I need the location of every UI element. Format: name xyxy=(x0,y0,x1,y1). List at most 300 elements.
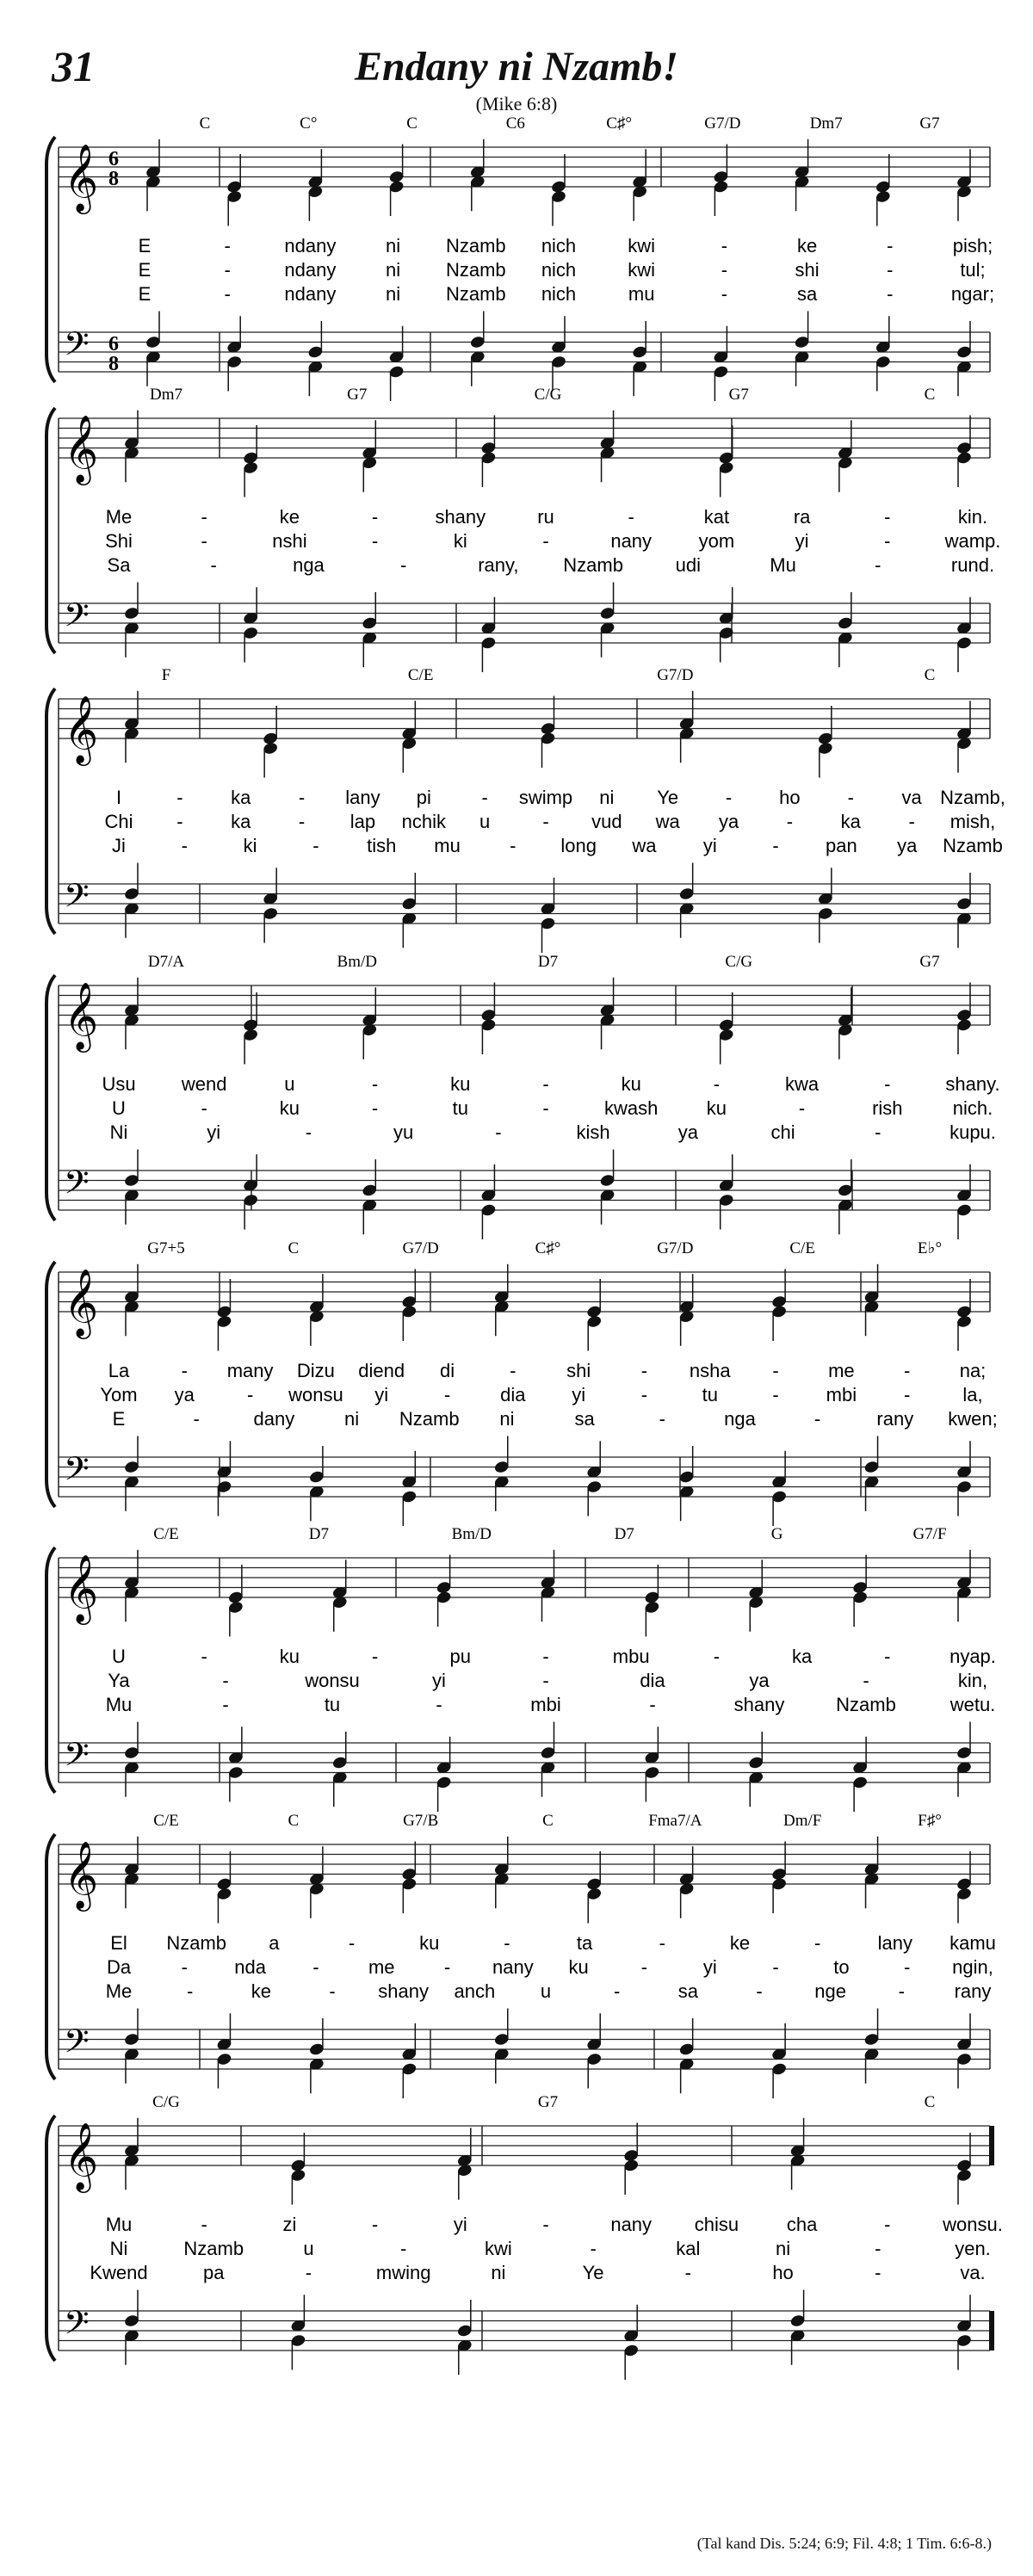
lyric-syllable: - xyxy=(813,1932,821,1954)
bass-clef: 𝄢 xyxy=(64,2022,90,2068)
lyric-syllable: a xyxy=(269,1932,280,1954)
lyric-syllable: - xyxy=(181,1360,188,1381)
lyric-syllable: - xyxy=(884,530,891,552)
system-4 xyxy=(46,953,1000,1239)
chord-symbol: D7 xyxy=(614,1525,634,1543)
lyric-syllable: kamu xyxy=(949,1932,996,1954)
lyric-syllable: rany xyxy=(954,1980,992,2002)
lyric-syllable: na; xyxy=(959,1360,987,1381)
lyric-syllable: ku xyxy=(450,1073,471,1095)
lyric-syllable: to xyxy=(833,1956,850,1978)
lyric-syllable: me xyxy=(368,1956,395,1978)
system-2 xyxy=(46,386,1000,672)
chord-symbol: C/E xyxy=(153,1812,179,1830)
lyric-syllable: - xyxy=(312,1956,319,1978)
lyric-syllable: - xyxy=(371,530,379,552)
lyric-syllable: swimp xyxy=(518,787,573,808)
chord-symbol: C6 xyxy=(505,114,525,133)
lyric-syllable: - xyxy=(201,1097,207,1119)
chord-symbol: Bm/D xyxy=(337,953,377,971)
lyric-syllable: ya xyxy=(749,1670,770,1691)
lyric-syllable: ni xyxy=(499,1408,515,1430)
lyric-syllable: - xyxy=(813,1408,821,1430)
lyric-syllable: - xyxy=(725,787,733,808)
lyric-syllable: - xyxy=(798,1097,806,1119)
lyric-syllable: kwi xyxy=(484,2238,512,2259)
lyric-syllable: ho xyxy=(772,2262,794,2283)
lyric-syllable: - xyxy=(875,554,881,576)
chord-symbol: D7/A xyxy=(147,953,185,971)
final-barline xyxy=(989,2311,994,2351)
lyric-syllable: ku xyxy=(419,1932,440,1954)
lyric-syllable: - xyxy=(875,2262,881,2283)
lyric-syllable: di xyxy=(439,1360,455,1381)
lyric-syllable: wa xyxy=(655,811,680,832)
lyric-syllable: ta xyxy=(576,1932,593,1954)
system-bracket xyxy=(46,408,55,653)
lyric-syllable: Me xyxy=(105,1980,133,2002)
chord-symbol: C/E xyxy=(153,1525,179,1543)
lyric-syllable: - xyxy=(884,2214,891,2235)
lyric-syllable: Me xyxy=(105,506,133,528)
chord-symbol: E♭° xyxy=(917,1239,943,1257)
lyric-syllable: yi xyxy=(207,1121,221,1143)
lyric-syllable: Mu xyxy=(105,1694,133,1715)
lyric-syllable: - xyxy=(542,1097,549,1119)
lyric-syllable: - xyxy=(210,554,217,576)
lyric-syllable: shany xyxy=(435,506,486,528)
lyric-syllable: - xyxy=(443,1384,451,1405)
treble-clef: 𝄞 xyxy=(64,695,99,763)
chord-symbol: G7 xyxy=(347,386,368,404)
treble-clef: 𝄞 xyxy=(64,1841,99,1909)
lyric-syllable: - xyxy=(371,1073,379,1095)
lyric-syllable: Mu xyxy=(770,554,796,576)
lyric-syllable: lany xyxy=(345,787,380,808)
chord-symbol: D7 xyxy=(537,953,559,971)
lyric-syllable: rish xyxy=(872,1097,903,1119)
lyric-syllable: E xyxy=(112,1408,126,1430)
lyric-syllable: - xyxy=(371,2214,379,2235)
lyric-syllable: ho xyxy=(779,787,801,808)
lyric-syllable: Nzamb xyxy=(183,2238,244,2259)
lyric-syllable: pan xyxy=(826,835,857,856)
treble-time-denominator: 8 xyxy=(108,168,119,190)
chord-symbol: C xyxy=(542,1812,554,1830)
system-bracket xyxy=(46,2116,55,2361)
lyric-syllable: nany xyxy=(610,530,653,552)
lyric-syllable: - xyxy=(640,1360,648,1381)
lyric-syllable: Yom xyxy=(100,1384,138,1405)
treble-clef: 𝄞 xyxy=(64,2122,99,2190)
lyric-syllable: many xyxy=(226,1360,274,1381)
lyric-syllable: vud xyxy=(591,811,622,832)
bass-clef: 𝄢 xyxy=(64,2303,90,2350)
lyric-syllable: dia xyxy=(640,1670,665,1691)
lyric-syllable: va. xyxy=(960,2262,986,2283)
lyric-syllable: mbi xyxy=(826,1384,857,1405)
lyric-syllable: nga xyxy=(293,554,325,576)
lyric-syllable: u xyxy=(303,2238,314,2259)
lyric-syllable: Nzamb xyxy=(445,259,506,281)
system-3 xyxy=(46,666,1005,953)
lyric-syllable: long xyxy=(560,835,597,856)
lyric-syllable: Ya xyxy=(108,1670,130,1691)
lyric-syllable: yi xyxy=(572,1384,586,1405)
lyric-syllable: - xyxy=(659,1408,665,1430)
treble-clef: 𝄞 xyxy=(64,415,99,483)
lyric-syllable: nany xyxy=(492,1956,534,1978)
chord-symbol: C♯° xyxy=(535,1239,561,1257)
lyric-syllable: - xyxy=(640,1384,648,1405)
lyric-syllable: wend xyxy=(181,1073,227,1095)
lyric-syllable: sa xyxy=(574,1408,595,1430)
lyric-syllable: - xyxy=(884,1073,891,1095)
chord-symbol: C/G xyxy=(725,953,753,971)
lyric-syllable: yi xyxy=(795,530,809,552)
lyric-syllable: cha xyxy=(786,2214,818,2235)
lyric-syllable: ki xyxy=(243,835,257,856)
lyric-syllable: La xyxy=(108,1360,130,1381)
chord-symbol: C/G xyxy=(152,2093,180,2111)
lyric-syllable: u xyxy=(479,811,491,832)
bass-clef: 𝄢 xyxy=(64,596,90,642)
lyric-syllable: - xyxy=(298,787,306,808)
lyric-syllable: lany xyxy=(877,1932,912,1954)
lyric-syllable: nyap. xyxy=(949,1646,996,1667)
lyric-syllable: nany xyxy=(610,2214,653,2235)
lyric-syllable: ka xyxy=(231,811,251,832)
lyric-syllable: shany. xyxy=(945,1073,1000,1095)
lyric-syllable: Da xyxy=(106,1956,132,1978)
lyric-syllable: - xyxy=(201,1646,207,1667)
lyric-syllable: - xyxy=(713,1073,721,1095)
lyric-syllable: nich. xyxy=(952,1097,993,1119)
system-6 xyxy=(46,1525,996,1812)
lyric-syllable: dany xyxy=(253,1408,295,1430)
lyric-syllable: - xyxy=(305,1121,312,1143)
system-1 xyxy=(46,114,994,401)
lyric-syllable: yi xyxy=(702,835,717,856)
lyric-syllable: Ye xyxy=(657,787,679,808)
lyric-syllable: ka xyxy=(840,811,861,832)
lyric-syllable: ku xyxy=(568,1956,589,1978)
chord-symbol: D7 xyxy=(308,1525,330,1543)
lyric-syllable: Chi xyxy=(104,811,133,832)
lyric-syllable: Ni xyxy=(109,1121,128,1143)
lyric-syllable: diend xyxy=(358,1360,405,1381)
lyric-syllable: ya xyxy=(897,835,918,856)
lyric-syllable: dia xyxy=(500,1384,526,1405)
lyric-syllable: - xyxy=(176,811,183,832)
chord-symbol: C xyxy=(199,114,211,133)
lyric-syllable: - xyxy=(904,1360,911,1381)
lyric-syllable: tu xyxy=(702,1384,718,1405)
lyric-syllable: - xyxy=(898,1980,905,2002)
lyric-syllable: mwing xyxy=(375,2262,431,2283)
system-bracket xyxy=(46,1834,55,2079)
treble-clef: 𝄞 xyxy=(64,144,99,212)
lyric-syllable: - xyxy=(222,1670,229,1691)
lyric-syllable: - xyxy=(187,1980,194,2002)
system-bracket xyxy=(46,975,55,1220)
lyric-syllable: - xyxy=(904,1956,911,1978)
lyric-syllable: ku xyxy=(279,1646,300,1667)
lyric-syllable: U xyxy=(112,1646,126,1667)
lyric-syllable: tul; xyxy=(960,259,986,281)
lyric-syllable: Usu xyxy=(102,1073,136,1095)
chord-symbol: G7/F xyxy=(912,1525,947,1543)
footer-references: (Tal kand Dis. 5:24; 6:9; Fil. 4:8; 1 Tim. 6:6-8.) xyxy=(696,2535,992,2552)
lyric-syllable: - xyxy=(371,506,379,528)
lyric-syllable: mbu xyxy=(612,1646,650,1667)
lyric-syllable: kal xyxy=(676,2238,701,2259)
lyric-syllable: - xyxy=(246,1384,254,1405)
lyric-syllable: - xyxy=(884,1646,891,1667)
lyric-syllable: u xyxy=(284,1073,295,1095)
chord-symbol: F xyxy=(161,666,171,684)
chord-symbol: F♯° xyxy=(918,1812,942,1830)
lyric-syllable: Ji xyxy=(112,835,126,856)
lyric-syllable: rund. xyxy=(950,554,995,576)
system-bracket xyxy=(46,137,55,382)
chord-symbol: C/G xyxy=(534,386,562,404)
lyric-syllable: sa xyxy=(677,1980,698,2002)
lyric-syllable: - xyxy=(649,1694,656,1715)
lyric-syllable: me xyxy=(828,1360,855,1381)
lyric-syllable: ni xyxy=(775,2238,791,2259)
chord-symbol: C xyxy=(924,666,936,684)
lyric-syllable: mu xyxy=(434,835,461,856)
lyric-syllable: - xyxy=(772,1956,779,1978)
lyric-syllable: lap xyxy=(349,811,376,832)
lyric-syllable: Ni xyxy=(109,2238,128,2259)
lyric-syllable: ke xyxy=(251,1980,271,2002)
lyric-syllable: ni xyxy=(343,1408,360,1430)
lyric-syllable: Ye xyxy=(582,2262,604,2283)
lyric-syllable: - xyxy=(772,835,779,856)
lyric-syllable: - xyxy=(201,2214,207,2235)
lyric-syllable: - xyxy=(887,259,894,281)
lyric-syllable: kin, xyxy=(957,1670,988,1691)
lyric-syllable: yom xyxy=(698,530,735,552)
lyric-syllable: ke xyxy=(729,1932,751,1954)
lyric-syllable: ya xyxy=(677,1121,698,1143)
lyric-syllable: - xyxy=(908,811,915,832)
lyric-syllable: kwash xyxy=(604,1097,659,1119)
lyric-syllable: nga xyxy=(724,1408,756,1430)
final-barline xyxy=(989,2126,994,2165)
lyric-syllable: ke xyxy=(279,506,300,528)
lyric-syllable: ngar; xyxy=(950,283,995,305)
lyric-syllable: yi xyxy=(453,2214,467,2235)
lyric-syllable: rany xyxy=(876,1408,914,1430)
chord-symbol: G7 xyxy=(537,2093,559,2111)
bass-clef: 𝄢 xyxy=(64,1735,90,1782)
lyric-syllable: - xyxy=(721,259,728,281)
lyric-syllable: ni xyxy=(386,283,401,305)
lyric-syllable: nich xyxy=(541,283,577,305)
lyric-syllable: - xyxy=(659,1932,665,1954)
lyric-syllable: - xyxy=(542,811,549,832)
lyric-syllable: - xyxy=(443,1956,451,1978)
lyric-syllable: nda xyxy=(234,1956,266,1978)
system-8 xyxy=(46,2093,1003,2380)
treble-clef: 𝄞 xyxy=(64,982,99,1050)
lyric-syllable: kwa xyxy=(785,1073,820,1095)
lyric-syllable: yi xyxy=(374,1384,389,1405)
lyric-syllable: nchik xyxy=(401,811,446,832)
lyric-syllable: - xyxy=(201,506,207,528)
lyric-syllable: - xyxy=(772,1360,779,1381)
system-bracket xyxy=(46,1262,55,1507)
chord-symbol: C♯° xyxy=(606,114,633,133)
lyric-syllable: ka xyxy=(791,1646,813,1667)
lyric-syllable: - xyxy=(224,235,231,256)
lyric-syllable: tu xyxy=(324,1694,341,1715)
lyric-syllable: - xyxy=(222,1694,229,1715)
lyric-syllable: - xyxy=(847,787,854,808)
lyric-syllable: kwi xyxy=(628,259,656,281)
lyric-syllable: Nzamb xyxy=(563,554,623,576)
lyric-syllable: - xyxy=(400,554,407,576)
lyric-syllable: Sa xyxy=(107,554,131,576)
chord-symbol: G7 xyxy=(919,114,940,133)
bass-time-numerator: 6 xyxy=(108,333,119,355)
chord-symbol: Fma7/A xyxy=(648,1812,702,1830)
lyric-syllable: udi xyxy=(675,554,702,576)
lyric-syllable: - xyxy=(305,2262,312,2283)
lyric-syllable: pu xyxy=(449,1646,472,1667)
lyric-syllable: kin. xyxy=(957,506,988,528)
lyric-syllable: wonsu. xyxy=(943,2214,1003,2235)
lyric-syllable: shi xyxy=(795,259,820,281)
lyric-syllable: yen. xyxy=(955,2238,991,2259)
lyric-syllable: - xyxy=(371,1097,379,1119)
chord-symbol: Bm/D xyxy=(451,1525,492,1543)
lyric-syllable: shany xyxy=(733,1694,785,1715)
lyric-syllable: ndany xyxy=(284,235,337,256)
chord-symbol: G xyxy=(770,1525,783,1543)
lyric-syllable: - xyxy=(756,1980,763,2002)
lyric-syllable: - xyxy=(436,1694,442,1715)
lyric-syllable: shi xyxy=(566,1360,591,1381)
lyric-syllable: Nzamb xyxy=(166,1932,227,1954)
lyric-syllable: ku xyxy=(279,1097,300,1119)
lyric-syllable: wonsu xyxy=(288,1384,343,1405)
scripture-reference: (Mike 6:8) xyxy=(475,93,558,114)
lyric-syllable: kwen; xyxy=(948,1408,998,1430)
lyric-syllable: - xyxy=(884,506,891,528)
lyric-syllable: kupu. xyxy=(949,1121,996,1143)
lyric-syllable: - xyxy=(176,787,183,808)
lyric-syllable: - xyxy=(400,2238,407,2259)
lyric-syllable: yu xyxy=(393,1121,414,1143)
lyric-syllable: - xyxy=(181,1956,188,1978)
bass-clef: 𝄢 xyxy=(64,1163,90,1209)
lyric-syllable: - xyxy=(542,1073,549,1095)
chord-symbol: C xyxy=(288,1239,300,1257)
chord-symbol: Dm7 xyxy=(150,386,182,404)
chord-symbol: C° xyxy=(300,114,318,133)
lyric-syllable: - xyxy=(713,1646,721,1667)
lyric-syllable: kish xyxy=(576,1121,610,1143)
hymn-title: Endany ni Nzamb! xyxy=(354,44,679,90)
lyric-syllable: Dizu xyxy=(296,1360,335,1381)
lyric-syllable: nshi xyxy=(272,530,307,552)
treble-time-numerator: 6 xyxy=(108,148,119,170)
bass-time-denominator: 8 xyxy=(108,353,119,375)
lyric-syllable: wa xyxy=(632,835,657,856)
system-7 xyxy=(46,1812,996,2098)
lyric-syllable: - xyxy=(542,1670,549,1691)
lyric-syllable: E xyxy=(138,235,152,256)
lyric-syllable: u xyxy=(540,1980,552,2002)
lyric-syllable: rany, xyxy=(478,554,519,576)
lyric-syllable: - xyxy=(875,1121,881,1143)
lyric-syllable: - xyxy=(224,283,231,305)
lyric-syllable: - xyxy=(312,835,319,856)
lyric-syllable: anch xyxy=(454,1980,496,2002)
lyric-syllable: - xyxy=(193,1408,200,1430)
lyric-syllable: ya xyxy=(174,1384,195,1405)
lyric-syllable: ngin, xyxy=(952,1956,993,1978)
lyric-syllable: - xyxy=(614,1980,621,2002)
lyric-syllable: ya xyxy=(718,811,739,832)
treble-clef: 𝄞 xyxy=(64,1554,99,1622)
lyric-syllable: - xyxy=(504,1932,510,1954)
chord-symbol: G7 xyxy=(919,953,940,971)
lyric-syllable: E xyxy=(138,259,152,281)
lyric-syllable: - xyxy=(495,1121,502,1143)
lyric-syllable: ku xyxy=(621,1073,641,1095)
chord-symbol: G7/D xyxy=(402,1239,439,1257)
lyric-syllable: yi xyxy=(702,1956,717,1978)
lyric-syllable: E xyxy=(138,283,152,305)
chord-symbol: G7/D xyxy=(657,1239,694,1257)
lyric-syllable: - xyxy=(721,283,728,305)
lyric-syllable: Nzamb xyxy=(399,1408,460,1430)
lyric-syllable: nge xyxy=(814,1980,847,2002)
lyric-syllable: Nzamb xyxy=(836,1694,896,1715)
lyric-syllable: nich xyxy=(541,259,577,281)
lyric-syllable: - xyxy=(329,1980,336,2002)
lyric-syllable: ki xyxy=(453,530,467,552)
lyric-syllable: zi xyxy=(282,2214,297,2235)
chord-symbol: G7/D xyxy=(704,114,741,133)
lyric-syllable: - xyxy=(542,2214,549,2235)
lyric-syllable: chi xyxy=(770,1121,795,1143)
bass-clef: 𝄢 xyxy=(64,876,90,923)
lyric-syllable: Nzamb xyxy=(445,235,506,256)
lyric-syllable: - xyxy=(481,787,488,808)
lyric-syllable: - xyxy=(201,530,207,552)
lyric-syllable: - xyxy=(542,530,549,552)
lyric-syllable: - xyxy=(875,2238,881,2259)
lyric-syllable: tu xyxy=(452,1097,468,1119)
lyric-syllable: ni xyxy=(386,259,401,281)
lyric-syllable: - xyxy=(904,1384,911,1405)
chord-symbol: Dm7 xyxy=(809,114,843,133)
lyric-syllable: wetu. xyxy=(949,1694,996,1715)
lyric-syllable: - xyxy=(640,1956,648,1978)
system-bracket xyxy=(46,1547,55,1793)
chord-symbol: C xyxy=(406,114,418,133)
chord-symbol: G7/B xyxy=(403,1812,439,1830)
lyric-syllable: ru xyxy=(537,506,554,528)
chord-symbol: C/E xyxy=(407,666,434,684)
chord-symbol: C/E xyxy=(789,1239,815,1257)
